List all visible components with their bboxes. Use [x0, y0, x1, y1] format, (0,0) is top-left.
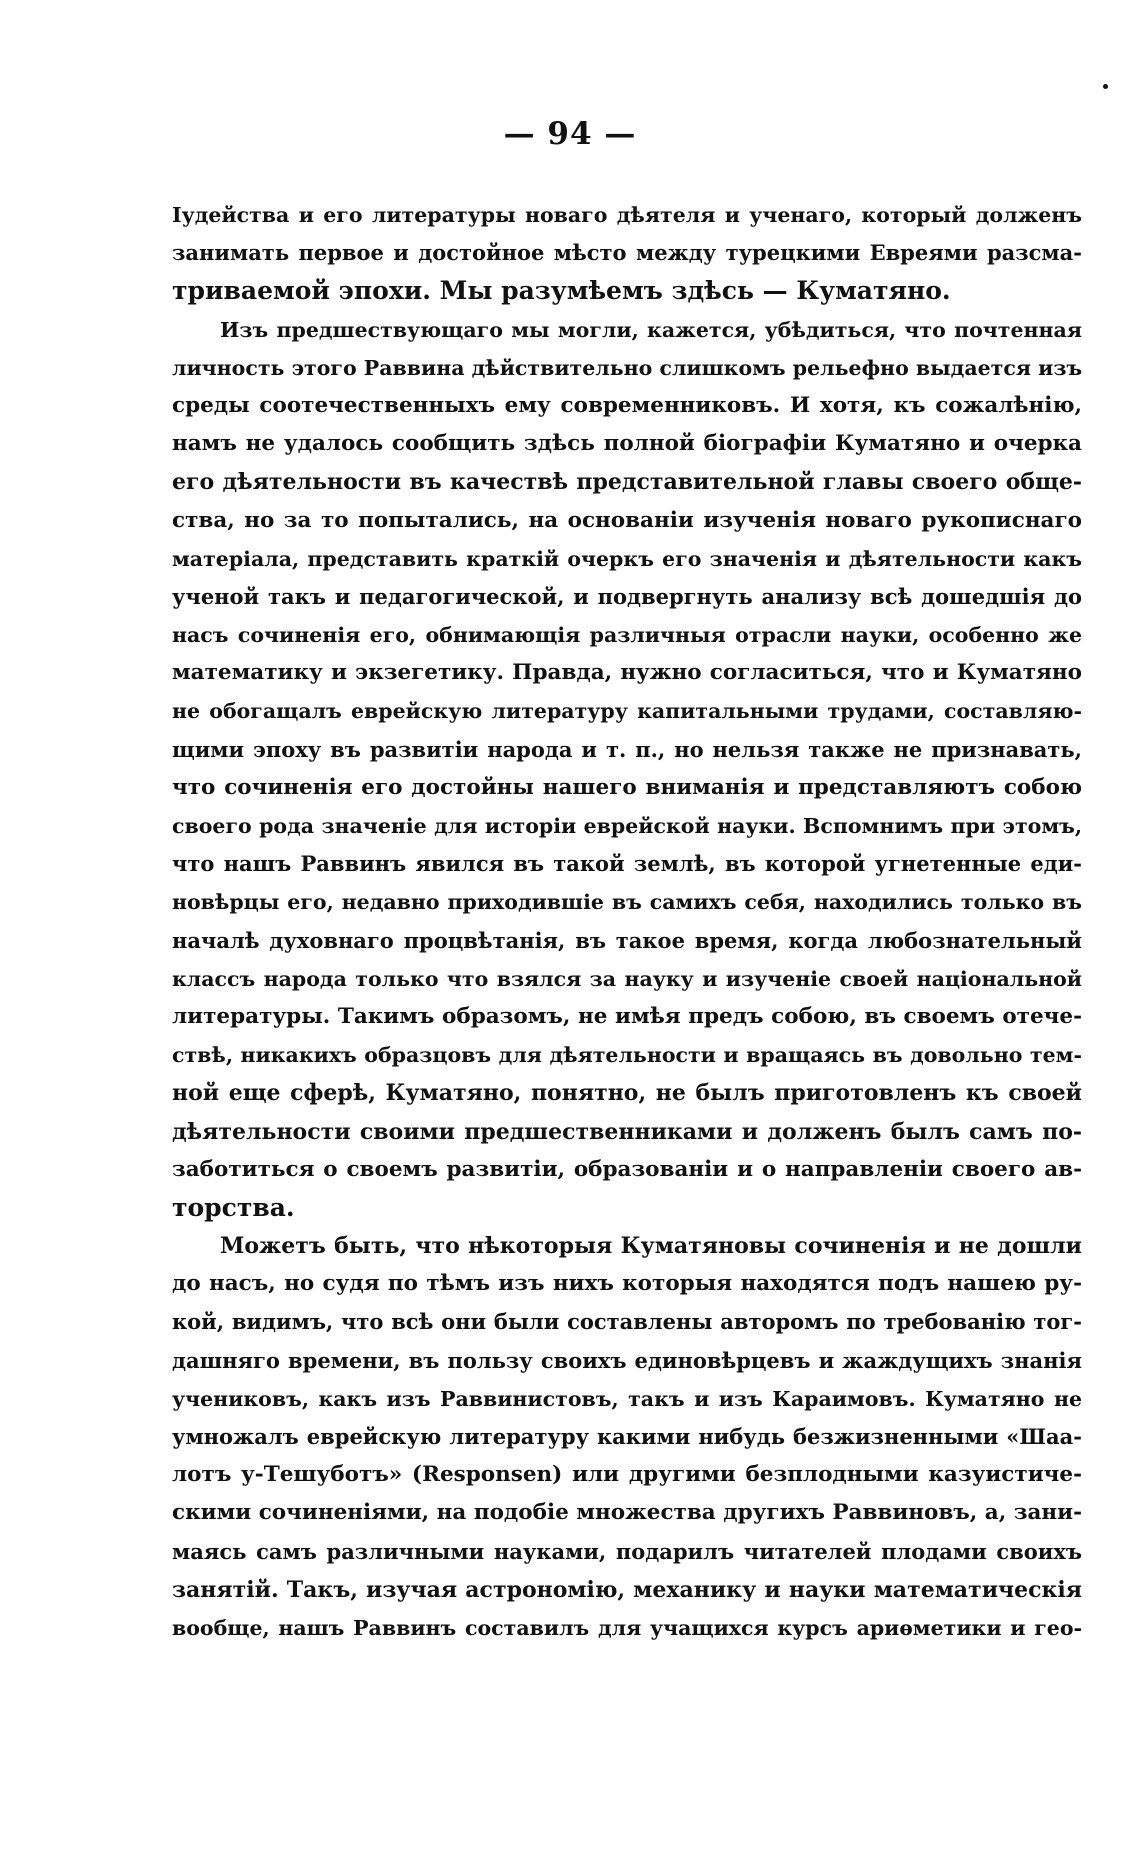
- text-line: заботиться о своемъ развитіи, образованіи и о направленіи своего ав-: [172, 1156, 1082, 1182]
- text-line: вообще, нашъ Раввинъ составилъ для учащихся курсъ ариѳметики и гео-: [172, 1615, 1082, 1640]
- text-line: среды соотечественныхъ ему современниковъ. И хотя, къ сожалѣнію,: [172, 392, 1082, 418]
- text-line: что сочиненія его достойны нашего вниманія и представляютъ собою: [172, 774, 1082, 800]
- text-line: его дѣятельности въ качествѣ представительной главы своего обще-: [172, 469, 1082, 496]
- text-line: литературы. Такимъ образомъ, не имѣя предъ собою, въ своемъ отече-: [172, 1003, 1082, 1029]
- text-line: лотъ у-Тешуботъ» (Responsen) или другими безплодными казуистиче-: [172, 1462, 1082, 1488]
- ink-speck: [1103, 84, 1108, 89]
- text-line: до насъ, но судя по тѣмъ изъ нихъ которыя находятся подъ нашею ру-: [172, 1271, 1082, 1297]
- text-line: занимать первое и достойное мѣсто между турецкими Евреями разсма-: [172, 240, 1082, 266]
- page-number: — 94 —: [503, 116, 637, 152]
- text-line: ной еще сферѣ, Куматяно, понятно, не былъ приготовленъ къ своей: [172, 1080, 1082, 1107]
- text-line: личность этого Раввина дѣйствительно слишкомъ рельефно выдается изъ: [172, 355, 1082, 380]
- text-line: ствѣ, никакихъ образцовъ для дѣятельности и вращаясь въ довольно тем-: [172, 1043, 1082, 1068]
- text-line: Можетъ быть, что нѣкоторыя Куматяновы сочиненія и не дошли: [220, 1233, 1082, 1260]
- text-line: классъ народа только что взялся за науку и изученіе своей національной: [172, 966, 1082, 991]
- text-line: учениковъ, какъ изъ Раввинистовъ, такъ и изъ Караимовъ. Куматяно не: [172, 1386, 1082, 1411]
- text-line: дѣятельности своими предшественниками и долженъ былъ самъ по-: [172, 1118, 1082, 1145]
- text-line: намъ не удалось сообщить здѣсь полной біографіи Куматяно и очерка: [172, 431, 1082, 457]
- text-line: щими эпоху въ развитіи народа и т. п., но нельзя также не признавать,: [172, 736, 1082, 762]
- text-line: триваемой эпохи. Мы разумѣемъ здѣсь — Куматяно.: [172, 276, 951, 306]
- text-line: скими сочиненіями, на подобіе множества другихъ Раввиновъ, а, зани-: [172, 1500, 1082, 1526]
- text-line: матеріала, представить краткій очеркъ его значенія и дѣятельности какъ: [172, 546, 1082, 571]
- text-line: умножалъ еврейскую литературу какими нибудь безжизненными «Шаа-: [172, 1424, 1082, 1449]
- text-line: не обогащалъ еврейскую литературу капитальными трудами, составляю-: [172, 699, 1082, 724]
- text-line: занятій. Такъ, изучая астрономію, механику и науки математическія: [172, 1576, 1082, 1603]
- text-line: торства.: [172, 1192, 295, 1222]
- text-line: своего рода значеніе для исторіи еврейской науки. Вспомнимъ при этомъ,: [172, 814, 1082, 838]
- text-line: насъ сочиненія его, обнимающія различныя отрасли науки, особенно же: [172, 623, 1082, 648]
- text-line: математику и экзегетику. Правда, нужно согласиться, что и Куматяно: [172, 660, 1082, 686]
- text-line: Іудейства и его литературы новаго дѣятеля и ученаго, который долженъ: [172, 203, 1082, 227]
- body-text: [172, 196, 1082, 1647]
- text-line: Изъ предшествующаго мы могли, кажется, убѣдиться, что почтенная: [220, 317, 1082, 342]
- text-line: кой, видимъ, что всѣ они были составлены авторомъ по требованію тог-: [172, 1309, 1082, 1335]
- text-line: ученой такъ и педагогической, и подвергнуть анализу всѣ дошедшія до: [172, 583, 1082, 609]
- text-line: новѣрцы его, недавно приходившіе въ самихъ себя, находились только въ: [172, 890, 1082, 915]
- text-line: дашняго времени, въ пользу своихъ единовѣрцевъ и жаждущихъ знанія: [172, 1347, 1082, 1373]
- text-line: началѣ духовнаго процвѣтанія, въ такое время, когда любознательный: [172, 927, 1082, 953]
- text-line: ства, но за то попытались, на основаніи изученія новаго рукописнаго: [172, 507, 1082, 533]
- text-line: маясь самъ различными науками, подарилъ читателей плодами своихъ: [172, 1538, 1082, 1564]
- text-line: что нашъ Раввинъ явился въ такой землѣ, въ которой угнетенные еди-: [172, 851, 1082, 877]
